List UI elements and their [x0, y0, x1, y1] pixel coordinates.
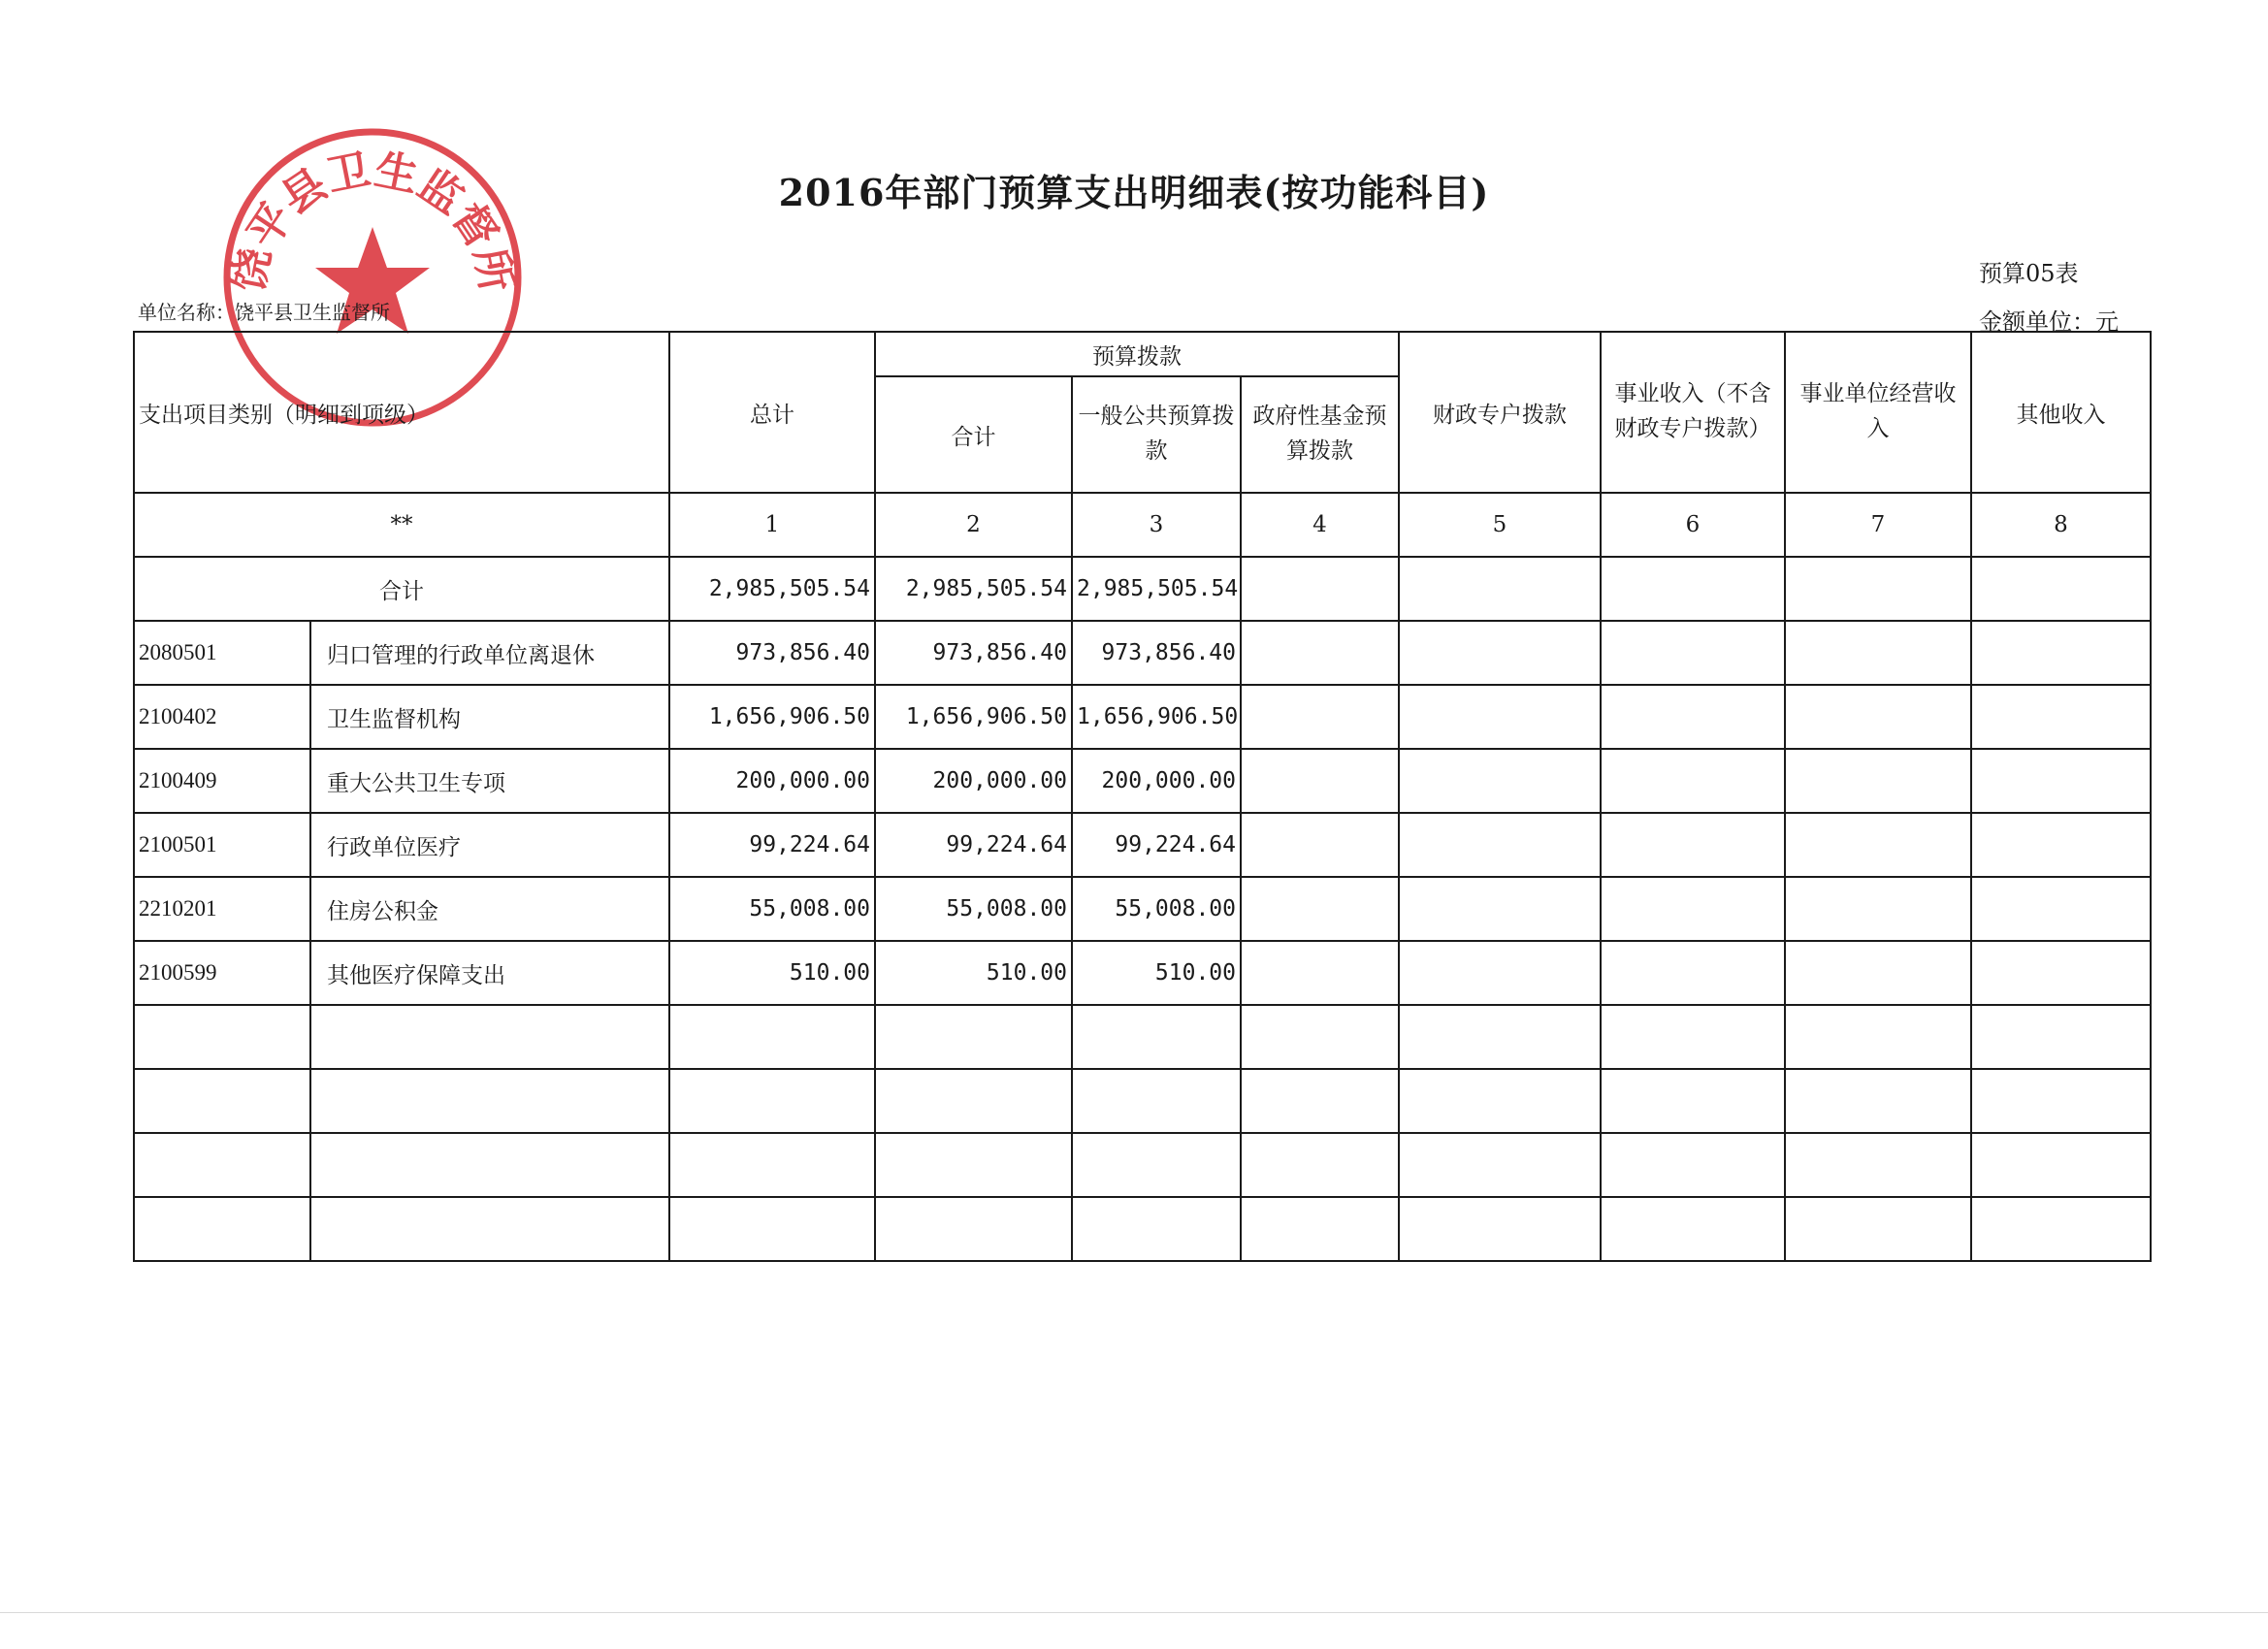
- row-code: [134, 1005, 310, 1069]
- total-value: 2,985,505.54: [1072, 557, 1241, 621]
- row-value: [1241, 1005, 1399, 1069]
- row-value: [1601, 1005, 1785, 1069]
- total-value: [1241, 557, 1399, 621]
- row-value: [1241, 621, 1399, 685]
- row-name: 卫生监督机构: [310, 685, 669, 749]
- header-gov-fund: 政府性基金预算拨款: [1241, 376, 1399, 493]
- row-value: [1785, 813, 1971, 877]
- total-label: 合计: [134, 557, 669, 621]
- index-row: [134, 493, 2151, 557]
- index-cell: 3: [1072, 493, 1241, 557]
- row-code: [134, 1069, 310, 1133]
- row-name: 归口管理的行政单位离退休: [310, 621, 669, 685]
- header-other-income: 其他收入: [1971, 332, 2151, 493]
- row-code: 2080501: [134, 621, 310, 685]
- row-value: [1971, 813, 2151, 877]
- row-value: [1399, 877, 1601, 941]
- header-total: 总计: [669, 332, 875, 493]
- table-row: [134, 877, 2151, 941]
- row-value: 1,656,906.50: [875, 685, 1072, 749]
- row-value: [1072, 1069, 1241, 1133]
- row-value: [1241, 685, 1399, 749]
- page-title: 2016年部门预算支出明细表(按功能科目): [778, 171, 1490, 214]
- row-value: [1971, 1197, 2151, 1261]
- total-value: [1601, 557, 1785, 621]
- row-value: [1399, 1069, 1601, 1133]
- row-value: [669, 1069, 875, 1133]
- row-value: [875, 1197, 1072, 1261]
- row-value: 510.00: [669, 941, 875, 1005]
- table-row: [134, 621, 2151, 685]
- row-value: [1601, 1069, 1785, 1133]
- row-value: [1601, 877, 1785, 941]
- row-value: [1785, 941, 1971, 1005]
- row-name: [310, 1133, 669, 1197]
- row-value: [1399, 1133, 1601, 1197]
- row-value: 200,000.00: [669, 749, 875, 813]
- row-value: 1,656,906.50: [1072, 685, 1241, 749]
- row-value: 99,224.64: [1072, 813, 1241, 877]
- row-name: 其他医疗保障支出: [310, 941, 669, 1005]
- row-value: [1785, 1069, 1971, 1133]
- row-code: 2210201: [134, 877, 310, 941]
- row-value: [1971, 877, 2151, 941]
- table-row: [134, 813, 2151, 877]
- row-value: [1601, 685, 1785, 749]
- row-value: 55,008.00: [1072, 877, 1241, 941]
- form-number: 预算05表: [1979, 260, 2079, 287]
- row-value: [1601, 813, 1785, 877]
- total-value: [1399, 557, 1601, 621]
- row-value: 973,856.40: [875, 621, 1072, 685]
- page-bottom-edge: [0, 1612, 2268, 1613]
- row-value: [1785, 621, 1971, 685]
- row-code: [134, 1133, 310, 1197]
- row-value: [1971, 941, 2151, 1005]
- index-cell: 8: [1971, 493, 2151, 557]
- index-cell: 1: [669, 493, 875, 557]
- row-value: [1399, 621, 1601, 685]
- index-cell: 2: [875, 493, 1072, 557]
- total-row: [134, 557, 2151, 621]
- index-cell: 4: [1241, 493, 1399, 557]
- amount-unit-label: 金额单位：元: [1979, 308, 2119, 336]
- index-cell: 7: [1785, 493, 1971, 557]
- header-general-public: 一般公共预算拨款: [1072, 376, 1241, 493]
- row-name: 行政单位医疗: [310, 813, 669, 877]
- row-value: [1241, 749, 1399, 813]
- row-name: 住房公积金: [310, 877, 669, 941]
- row-value: [1785, 1133, 1971, 1197]
- row-value: [875, 1133, 1072, 1197]
- row-code: [134, 1197, 310, 1261]
- row-name: [310, 1069, 669, 1133]
- row-value: [1241, 1133, 1399, 1197]
- row-value: 1,656,906.50: [669, 685, 875, 749]
- row-code: 2100599: [134, 941, 310, 1005]
- row-value: 200,000.00: [1072, 749, 1241, 813]
- row-value: [1072, 1133, 1241, 1197]
- header-row-1: [134, 332, 2151, 376]
- row-value: [1601, 621, 1785, 685]
- row-value: 99,224.64: [669, 813, 875, 877]
- table-row: [134, 1005, 2151, 1069]
- row-value: [1785, 749, 1971, 813]
- table-row: [134, 1069, 2151, 1133]
- budget-expenditure-table: [133, 331, 2152, 1262]
- table-body: [134, 332, 2151, 1261]
- header-budget-appropriation: 预算拨款: [875, 332, 1399, 376]
- table-row: [134, 749, 2151, 813]
- row-value: [1785, 685, 1971, 749]
- total-value: 2,985,505.54: [875, 557, 1072, 621]
- header-business-operating: 事业单位经营收入: [1785, 332, 1971, 493]
- row-value: 55,008.00: [875, 877, 1072, 941]
- header-business-income: 事业收入（不含财政专户拨款）: [1601, 332, 1785, 493]
- row-value: 55,008.00: [669, 877, 875, 941]
- row-value: [1399, 1005, 1601, 1069]
- header-subtotal: 合计: [875, 376, 1072, 493]
- row-value: [1399, 941, 1601, 1005]
- row-name: [310, 1005, 669, 1069]
- row-value: [875, 1005, 1072, 1069]
- row-value: [1785, 877, 1971, 941]
- row-value: [1399, 749, 1601, 813]
- row-value: [1241, 1069, 1399, 1133]
- row-value: [1399, 813, 1601, 877]
- total-value: 2,985,505.54: [669, 557, 875, 621]
- row-value: [1601, 1133, 1785, 1197]
- row-value: 99,224.64: [875, 813, 1072, 877]
- row-code: 2100501: [134, 813, 310, 877]
- header-fiscal-special: 财政专户拨款: [1399, 332, 1601, 493]
- row-value: [1971, 749, 2151, 813]
- row-value: [875, 1069, 1072, 1133]
- row-value: [1971, 1069, 2151, 1133]
- row-value: [1601, 941, 1785, 1005]
- row-value: [1399, 685, 1601, 749]
- row-value: [1785, 1005, 1971, 1069]
- row-value: [1072, 1005, 1241, 1069]
- row-value: [1971, 1005, 2151, 1069]
- table-row: [134, 1197, 2151, 1261]
- index-cell: 6: [1601, 493, 1785, 557]
- index-cell: 5: [1399, 493, 1601, 557]
- row-value: 510.00: [1072, 941, 1241, 1005]
- row-value: [1241, 877, 1399, 941]
- row-value: 510.00: [875, 941, 1072, 1005]
- row-value: [1601, 1197, 1785, 1261]
- row-value: [669, 1197, 875, 1261]
- row-value: [1241, 941, 1399, 1005]
- row-value: 200,000.00: [875, 749, 1072, 813]
- total-value: [1785, 557, 1971, 621]
- row-value: [1601, 749, 1785, 813]
- seal-text-path: 饶平县卫生监督所: [223, 145, 522, 296]
- row-value: [1241, 813, 1399, 877]
- table-row: [134, 941, 2151, 1005]
- table-row: [134, 1133, 2151, 1197]
- row-value: [1785, 1197, 1971, 1261]
- header-item-category: 支出项目类别（明细到项级）: [134, 332, 669, 493]
- row-value: [1241, 1197, 1399, 1261]
- row-value: [669, 1133, 875, 1197]
- index-cell: **: [134, 493, 669, 557]
- row-value: [1971, 621, 2151, 685]
- row-value: [1971, 1133, 2151, 1197]
- row-name: [310, 1197, 669, 1261]
- unit-name-label: 单位名称：饶平县卫生监督所: [138, 301, 390, 324]
- row-code: 2100402: [134, 685, 310, 749]
- row-value: 973,856.40: [1072, 621, 1241, 685]
- row-value: [1971, 685, 2151, 749]
- total-value: [1971, 557, 2151, 621]
- table-row: [134, 685, 2151, 749]
- row-name: 重大公共卫生专项: [310, 749, 669, 813]
- row-value: [1072, 1197, 1241, 1261]
- row-code: 2100409: [134, 749, 310, 813]
- row-value: 973,856.40: [669, 621, 875, 685]
- row-value: [669, 1005, 875, 1069]
- row-value: [1399, 1197, 1601, 1261]
